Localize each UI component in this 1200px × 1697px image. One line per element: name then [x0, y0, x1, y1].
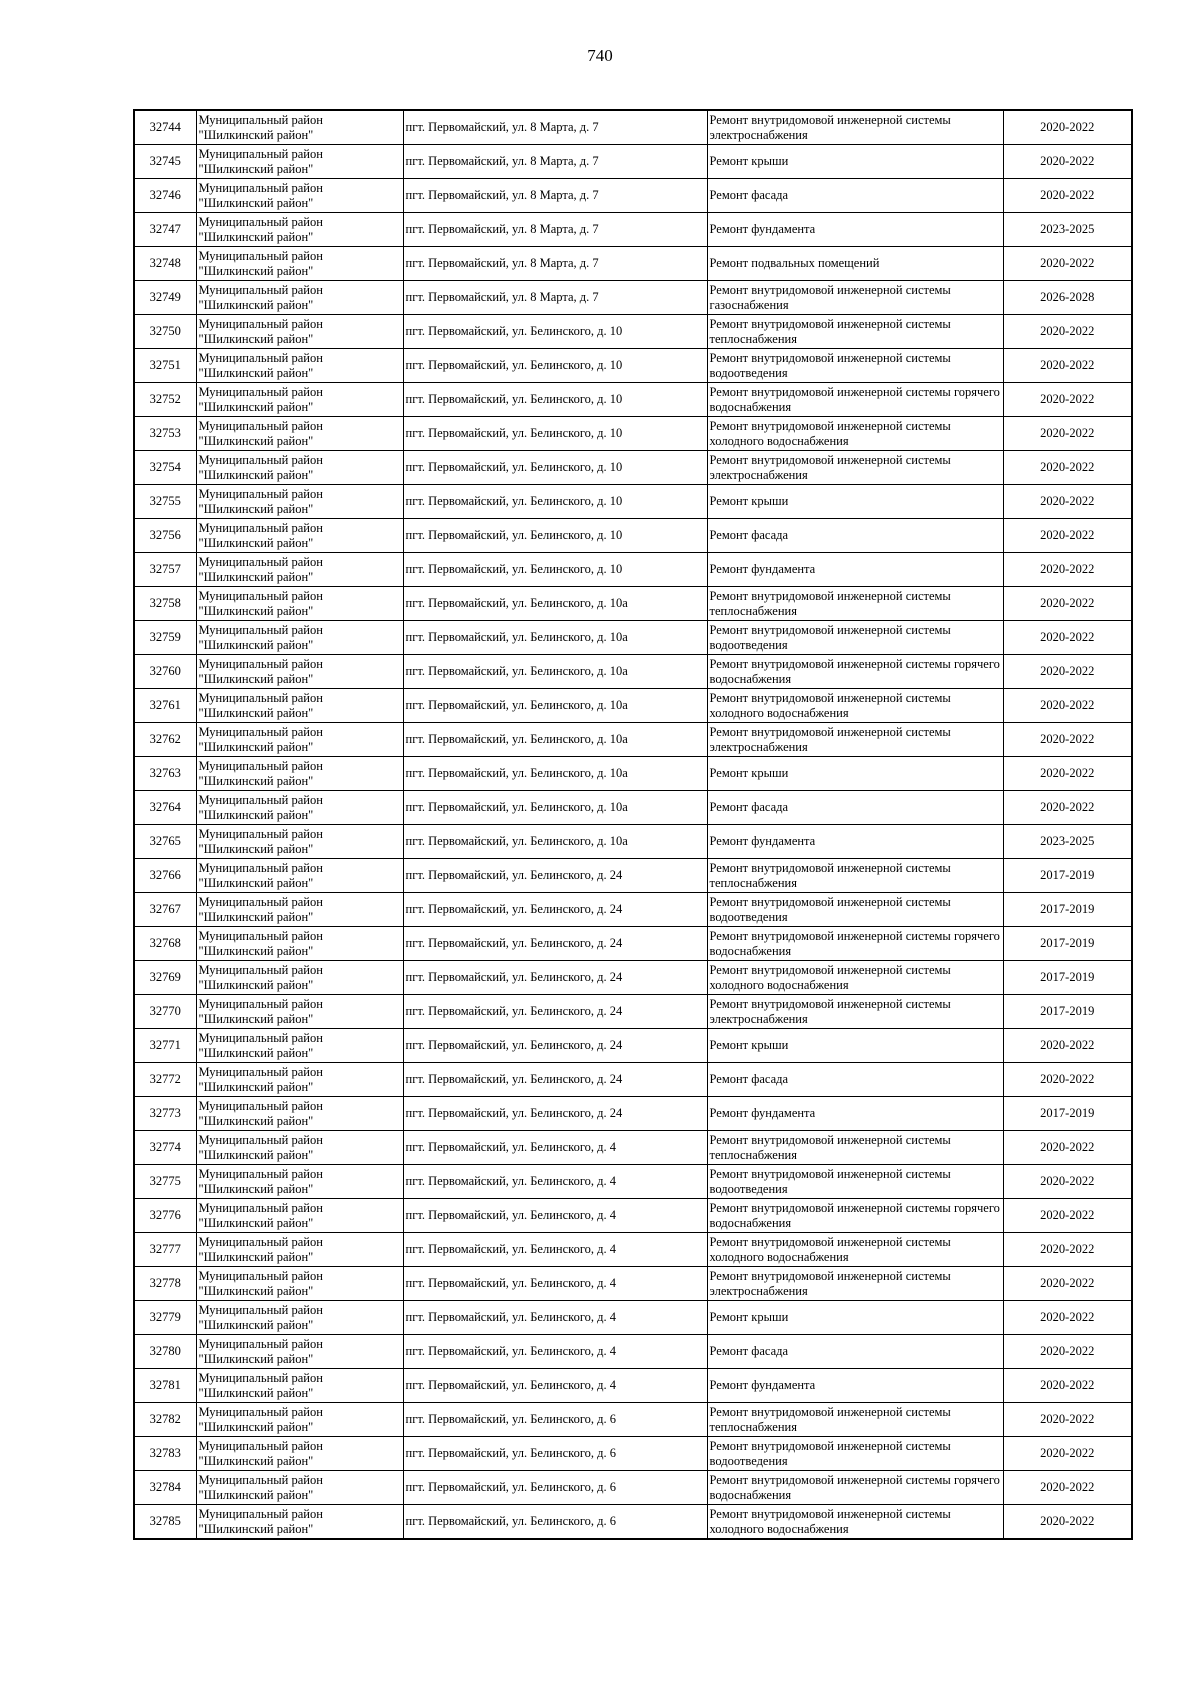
district-cell: Муниципальный район "Шилкинский район" [196, 349, 403, 383]
address-cell: пгт. Первомайский, ул. Белинского, д. 10а [403, 587, 707, 621]
work-type-cell: Ремонт внутридомовой инженерной системы водоотведения [707, 1165, 1003, 1199]
row-number-cell: 32769 [134, 961, 196, 995]
period-cell: 2020-2022 [1003, 1301, 1132, 1335]
row-number-cell: 32783 [134, 1437, 196, 1471]
district-cell: Муниципальный район "Шилкинский район" [196, 893, 403, 927]
address-cell: пгт. Первомайский, ул. Белинского, д. 10 [403, 315, 707, 349]
row-number-cell: 32780 [134, 1335, 196, 1369]
district-cell: Муниципальный район "Шилкинский район" [196, 1471, 403, 1505]
work-type-cell: Ремонт внутридомовой инженерной системы теплоснабжения [707, 315, 1003, 349]
work-type-cell: Ремонт внутридомовой инженерной системы горячего водоснабжения [707, 927, 1003, 961]
row-number-cell: 32748 [134, 247, 196, 281]
row-number-cell: 32745 [134, 145, 196, 179]
address-cell: пгт. Первомайский, ул. Белинского, д. 10 [403, 417, 707, 451]
table-row [134, 1063, 1132, 1097]
period-cell: 2020-2022 [1003, 1471, 1132, 1505]
row-number-cell: 32755 [134, 485, 196, 519]
address-cell: пгт. Первомайский, ул. Белинского, д. 10а [403, 655, 707, 689]
row-number-cell: 32762 [134, 723, 196, 757]
table-row [134, 655, 1132, 689]
address-cell: пгт. Первомайский, ул. Белинского, д. 24 [403, 995, 707, 1029]
table-row [134, 349, 1132, 383]
work-type-cell: Ремонт внутридомовой инженерной системы электроснабжения [707, 723, 1003, 757]
address-cell: пгт. Первомайский, ул. Белинского, д. 10а [403, 757, 707, 791]
table-row [134, 451, 1132, 485]
address-cell: пгт. Первомайский, ул. Белинского, д. 4 [403, 1233, 707, 1267]
period-cell: 2020-2022 [1003, 485, 1132, 519]
address-cell: пгт. Первомайский, ул. Белинского, д. 10а [403, 723, 707, 757]
row-number-cell: 32747 [134, 213, 196, 247]
work-type-cell: Ремонт внутридомовой инженерной системы теплоснабжения [707, 1403, 1003, 1437]
address-cell: пгт. Первомайский, ул. Белинского, д. 10а [403, 621, 707, 655]
page-number: 740 [587, 46, 613, 65]
address-cell: пгт. Первомайский, ул. Белинского, д. 10 [403, 553, 707, 587]
table-row [134, 417, 1132, 451]
table-row [134, 1131, 1132, 1165]
table-row [134, 791, 1132, 825]
table-row [134, 587, 1132, 621]
table-row [134, 315, 1132, 349]
period-cell: 2020-2022 [1003, 315, 1132, 349]
work-type-cell: Ремонт фасада [707, 179, 1003, 213]
table-row [134, 621, 1132, 655]
row-number-cell: 32757 [134, 553, 196, 587]
period-cell: 2020-2022 [1003, 621, 1132, 655]
address-cell: пгт. Первомайский, ул. Белинского, д. 10а [403, 825, 707, 859]
row-number-cell: 32760 [134, 655, 196, 689]
address-cell: пгт. Первомайский, ул. Белинского, д. 6 [403, 1403, 707, 1437]
period-cell: 2020-2022 [1003, 179, 1132, 213]
district-cell: Муниципальный район "Шилкинский район" [196, 1437, 403, 1471]
row-number-cell: 32776 [134, 1199, 196, 1233]
table-row [134, 1199, 1132, 1233]
table-row [134, 757, 1132, 791]
district-cell: Муниципальный район "Шилкинский район" [196, 1403, 403, 1437]
work-type-cell: Ремонт внутридомовой инженерной системы теплоснабжения [707, 587, 1003, 621]
table-row [134, 1369, 1132, 1403]
period-cell: 2020-2022 [1003, 1233, 1132, 1267]
address-cell: пгт. Первомайский, ул. Белинского, д. 24 [403, 927, 707, 961]
address-cell: пгт. Первомайский, ул. Белинского, д. 6 [403, 1505, 707, 1540]
period-cell: 2020-2022 [1003, 757, 1132, 791]
row-number-cell: 32774 [134, 1131, 196, 1165]
row-number-cell: 32777 [134, 1233, 196, 1267]
address-cell: пгт. Первомайский, ул. Белинского, д. 24 [403, 1063, 707, 1097]
work-type-cell: Ремонт крыши [707, 485, 1003, 519]
table-row [134, 723, 1132, 757]
address-cell: пгт. Первомайский, ул. Белинского, д. 4 [403, 1335, 707, 1369]
district-cell: Муниципальный район "Шилкинский район" [196, 1301, 403, 1335]
district-cell: Муниципальный район "Шилкинский район" [196, 689, 403, 723]
period-cell: 2017-2019 [1003, 1097, 1132, 1131]
district-cell: Муниципальный район "Шилкинский район" [196, 383, 403, 417]
table-row [134, 1165, 1132, 1199]
work-type-cell: Ремонт внутридомовой инженерной системы горячего водоснабжения [707, 1199, 1003, 1233]
row-number-cell: 32785 [134, 1505, 196, 1540]
district-cell: Муниципальный район "Шилкинский район" [196, 1505, 403, 1540]
work-type-cell: Ремонт фасада [707, 519, 1003, 553]
district-cell: Муниципальный район "Шилкинский район" [196, 757, 403, 791]
district-cell: Муниципальный район "Шилкинский район" [196, 995, 403, 1029]
period-cell: 2023-2025 [1003, 213, 1132, 247]
table-row [134, 110, 1132, 145]
work-type-cell: Ремонт внутридомовой инженерной системы холодного водоснабжения [707, 961, 1003, 995]
address-cell: пгт. Первомайский, ул. Белинского, д. 24 [403, 859, 707, 893]
district-cell: Муниципальный район "Шилкинский район" [196, 179, 403, 213]
row-number-cell: 32784 [134, 1471, 196, 1505]
district-cell: Муниципальный район "Шилкинский район" [196, 247, 403, 281]
address-cell: пгт. Первомайский, ул. Белинского, д. 24 [403, 1029, 707, 1063]
row-number-cell: 32775 [134, 1165, 196, 1199]
work-type-cell: Ремонт крыши [707, 145, 1003, 179]
district-cell: Муниципальный район "Шилкинский район" [196, 281, 403, 315]
district-cell: Муниципальный район "Шилкинский район" [196, 1165, 403, 1199]
district-cell: Муниципальный район "Шилкинский район" [196, 417, 403, 451]
district-cell: Муниципальный район "Шилкинский район" [196, 655, 403, 689]
address-cell: пгт. Первомайский, ул. Белинского, д. 10а [403, 791, 707, 825]
district-cell: Муниципальный район "Шилкинский район" [196, 791, 403, 825]
district-cell: Муниципальный район "Шилкинский район" [196, 1369, 403, 1403]
row-number-cell: 32781 [134, 1369, 196, 1403]
row-number-cell: 32758 [134, 587, 196, 621]
work-type-cell: Ремонт внутридомовой инженерной системы холодного водоснабжения [707, 1233, 1003, 1267]
work-type-cell: Ремонт фундамента [707, 213, 1003, 247]
row-number-cell: 32782 [134, 1403, 196, 1437]
address-cell: пгт. Первомайский, ул. Белинского, д. 24 [403, 893, 707, 927]
work-type-cell: Ремонт внутридомовой инженерной системы холодного водоснабжения [707, 1505, 1003, 1540]
district-cell: Муниципальный район "Шилкинский район" [196, 145, 403, 179]
district-cell: Муниципальный район "Шилкинский район" [196, 1097, 403, 1131]
district-cell: Муниципальный район "Шилкинский район" [196, 1063, 403, 1097]
row-number-cell: 32749 [134, 281, 196, 315]
work-type-cell: Ремонт внутридомовой инженерной системы электроснабжения [707, 110, 1003, 145]
table-row [134, 1233, 1132, 1267]
period-cell: 2020-2022 [1003, 1403, 1132, 1437]
district-cell: Муниципальный район "Шилкинский район" [196, 553, 403, 587]
row-number-cell: 32764 [134, 791, 196, 825]
district-cell: Муниципальный район "Шилкинский район" [196, 519, 403, 553]
period-cell: 2017-2019 [1003, 893, 1132, 927]
work-type-cell: Ремонт фундамента [707, 1369, 1003, 1403]
table-row [134, 1437, 1132, 1471]
period-cell: 2020-2022 [1003, 1165, 1132, 1199]
table-row [134, 179, 1132, 213]
registry-table [133, 109, 1133, 1540]
work-type-cell: Ремонт внутридомовой инженерной системы холодного водоснабжения [707, 689, 1003, 723]
period-cell: 2026-2028 [1003, 281, 1132, 315]
row-number-cell: 32746 [134, 179, 196, 213]
table-row [134, 927, 1132, 961]
table-row [134, 247, 1132, 281]
row-number-cell: 32778 [134, 1267, 196, 1301]
period-cell: 2020-2022 [1003, 247, 1132, 281]
row-number-cell: 32759 [134, 621, 196, 655]
address-cell: пгт. Первомайский, ул. Белинского, д. 10 [403, 383, 707, 417]
work-type-cell: Ремонт внутридомовой инженерной системы теплоснабжения [707, 1131, 1003, 1165]
row-number-cell: 32779 [134, 1301, 196, 1335]
work-type-cell: Ремонт внутридомовой инженерной системы водоотведения [707, 621, 1003, 655]
district-cell: Муниципальный район "Шилкинский район" [196, 825, 403, 859]
district-cell: Муниципальный район "Шилкинский район" [196, 1233, 403, 1267]
period-cell: 2017-2019 [1003, 927, 1132, 961]
row-number-cell: 32767 [134, 893, 196, 927]
work-type-cell: Ремонт фундамента [707, 825, 1003, 859]
work-type-cell: Ремонт крыши [707, 757, 1003, 791]
row-number-cell: 32770 [134, 995, 196, 1029]
address-cell: пгт. Первомайский, ул. Белинского, д. 6 [403, 1437, 707, 1471]
address-cell: пгт. Первомайский, ул. Белинского, д. 4 [403, 1301, 707, 1335]
district-cell: Муниципальный район "Шилкинский район" [196, 1029, 403, 1063]
period-cell: 2017-2019 [1003, 995, 1132, 1029]
work-type-cell: Ремонт внутридомовой инженерной системы горячего водоснабжения [707, 383, 1003, 417]
period-cell: 2020-2022 [1003, 1199, 1132, 1233]
district-cell: Муниципальный район "Шилкинский район" [196, 859, 403, 893]
table-row [134, 859, 1132, 893]
table-row [134, 689, 1132, 723]
address-cell: пгт. Первомайский, ул. 8 Марта, д. 7 [403, 213, 707, 247]
table-row [134, 995, 1132, 1029]
row-number-cell: 32754 [134, 451, 196, 485]
table-row [134, 1505, 1132, 1540]
row-number-cell: 32750 [134, 315, 196, 349]
row-number-cell: 32773 [134, 1097, 196, 1131]
address-cell: пгт. Первомайский, ул. Белинского, д. 10 [403, 485, 707, 519]
work-type-cell: Ремонт внутридомовой инженерной системы теплоснабжения [707, 859, 1003, 893]
period-cell: 2020-2022 [1003, 791, 1132, 825]
period-cell: 2020-2022 [1003, 723, 1132, 757]
work-type-cell: Ремонт фасада [707, 1335, 1003, 1369]
address-cell: пгт. Первомайский, ул. Белинского, д. 10а [403, 689, 707, 723]
period-cell: 2020-2022 [1003, 1029, 1132, 1063]
address-cell: пгт. Первомайский, ул. Белинского, д. 10 [403, 519, 707, 553]
row-number-cell: 32761 [134, 689, 196, 723]
table-row [134, 1471, 1132, 1505]
row-number-cell: 32766 [134, 859, 196, 893]
period-cell: 2020-2022 [1003, 1335, 1132, 1369]
district-cell: Муниципальный район "Шилкинский район" [196, 1131, 403, 1165]
table-row [134, 825, 1132, 859]
period-cell: 2020-2022 [1003, 383, 1132, 417]
period-cell: 2020-2022 [1003, 1267, 1132, 1301]
table-row [134, 383, 1132, 417]
table-row [134, 553, 1132, 587]
row-number-cell: 32772 [134, 1063, 196, 1097]
period-cell: 2020-2022 [1003, 1437, 1132, 1471]
table-row [134, 1267, 1132, 1301]
period-cell: 2020-2022 [1003, 1063, 1132, 1097]
period-cell: 2020-2022 [1003, 689, 1132, 723]
work-type-cell: Ремонт крыши [707, 1301, 1003, 1335]
address-cell: пгт. Первомайский, ул. Белинского, д. 6 [403, 1471, 707, 1505]
table-row [134, 485, 1132, 519]
district-cell: Муниципальный район "Шилкинский район" [196, 213, 403, 247]
work-type-cell: Ремонт внутридомовой инженерной системы горячего водоснабжения [707, 1471, 1003, 1505]
row-number-cell: 32753 [134, 417, 196, 451]
address-cell: пгт. Первомайский, ул. Белинского, д. 4 [403, 1199, 707, 1233]
address-cell: пгт. Первомайский, ул. 8 Марта, д. 7 [403, 247, 707, 281]
table-row [134, 1097, 1132, 1131]
district-cell: Муниципальный район "Шилкинский район" [196, 723, 403, 757]
period-cell: 2020-2022 [1003, 349, 1132, 383]
period-cell: 2020-2022 [1003, 110, 1132, 145]
period-cell: 2017-2019 [1003, 859, 1132, 893]
row-number-cell: 32763 [134, 757, 196, 791]
address-cell: пгт. Первомайский, ул. Белинского, д. 4 [403, 1267, 707, 1301]
row-number-cell: 32752 [134, 383, 196, 417]
work-type-cell: Ремонт внутридомовой инженерной системы газоснабжения [707, 281, 1003, 315]
period-cell: 2020-2022 [1003, 451, 1132, 485]
work-type-cell: Ремонт внутридомовой инженерной системы водоотведения [707, 893, 1003, 927]
work-type-cell: Ремонт фасада [707, 1063, 1003, 1097]
address-cell: пгт. Первомайский, ул. Белинского, д. 4 [403, 1165, 707, 1199]
table-row [134, 213, 1132, 247]
district-cell: Муниципальный район "Шилкинский район" [196, 1267, 403, 1301]
work-type-cell: Ремонт подвальных помещений [707, 247, 1003, 281]
work-type-cell: Ремонт внутридомовой инженерной системы электроснабжения [707, 451, 1003, 485]
row-number-cell: 32756 [134, 519, 196, 553]
address-cell: пгт. Первомайский, ул. Белинского, д. 4 [403, 1369, 707, 1403]
table-row [134, 1301, 1132, 1335]
work-type-cell: Ремонт внутридомовой инженерной системы водоотведения [707, 349, 1003, 383]
period-cell: 2020-2022 [1003, 519, 1132, 553]
address-cell: пгт. Первомайский, ул. 8 Марта, д. 7 [403, 179, 707, 213]
table-row [134, 1335, 1132, 1369]
table-row [134, 145, 1132, 179]
work-type-cell: Ремонт внутридомовой инженерной системы горячего водоснабжения [707, 655, 1003, 689]
address-cell: пгт. Первомайский, ул. 8 Марта, д. 7 [403, 145, 707, 179]
address-cell: пгт. Первомайский, ул. Белинского, д. 4 [403, 1131, 707, 1165]
address-cell: пгт. Первомайский, ул. Белинского, д. 24 [403, 1097, 707, 1131]
district-cell: Муниципальный район "Шилкинский район" [196, 621, 403, 655]
district-cell: Муниципальный район "Шилкинский район" [196, 1199, 403, 1233]
district-cell: Муниципальный район "Шилкинский район" [196, 961, 403, 995]
work-type-cell: Ремонт внутридомовой инженерной системы электроснабжения [707, 1267, 1003, 1301]
period-cell: 2020-2022 [1003, 587, 1132, 621]
address-cell: пгт. Первомайский, ул. Белинского, д. 10 [403, 349, 707, 383]
row-number-cell: 32768 [134, 927, 196, 961]
period-cell: 2020-2022 [1003, 1505, 1132, 1540]
registry-table-body [134, 110, 1132, 1539]
period-cell: 2017-2019 [1003, 961, 1132, 995]
row-number-cell: 32751 [134, 349, 196, 383]
period-cell: 2020-2022 [1003, 655, 1132, 689]
table-row [134, 893, 1132, 927]
work-type-cell: Ремонт фасада [707, 791, 1003, 825]
table-row [134, 1403, 1132, 1437]
period-cell: 2020-2022 [1003, 145, 1132, 179]
row-number-cell: 32771 [134, 1029, 196, 1063]
work-type-cell: Ремонт внутридомовой инженерной системы электроснабжения [707, 995, 1003, 1029]
address-cell: пгт. Первомайский, ул. Белинского, д. 10 [403, 451, 707, 485]
address-cell: пгт. Первомайский, ул. 8 Марта, д. 7 [403, 281, 707, 315]
table-row [134, 519, 1132, 553]
period-cell: 2020-2022 [1003, 553, 1132, 587]
work-type-cell: Ремонт внутридомовой инженерной системы водоотведения [707, 1437, 1003, 1471]
period-cell: 2023-2025 [1003, 825, 1132, 859]
district-cell: Муниципальный район "Шилкинский район" [196, 1335, 403, 1369]
work-type-cell: Ремонт крыши [707, 1029, 1003, 1063]
work-type-cell: Ремонт фундамента [707, 553, 1003, 587]
district-cell: Муниципальный район "Шилкинский район" [196, 110, 403, 145]
table-row [134, 281, 1132, 315]
work-type-cell: Ремонт фундамента [707, 1097, 1003, 1131]
address-cell: пгт. Первомайский, ул. Белинского, д. 24 [403, 961, 707, 995]
district-cell: Муниципальный район "Шилкинский район" [196, 485, 403, 519]
period-cell: 2020-2022 [1003, 1369, 1132, 1403]
district-cell: Муниципальный район "Шилкинский район" [196, 927, 403, 961]
work-type-cell: Ремонт внутридомовой инженерной системы холодного водоснабжения [707, 417, 1003, 451]
district-cell: Муниципальный район "Шилкинский район" [196, 587, 403, 621]
district-cell: Муниципальный район "Шилкинский район" [196, 451, 403, 485]
table-row [134, 961, 1132, 995]
period-cell: 2020-2022 [1003, 1131, 1132, 1165]
table-row [134, 1029, 1132, 1063]
district-cell: Муниципальный район "Шилкинский район" [196, 315, 403, 349]
address-cell: пгт. Первомайский, ул. 8 Марта, д. 7 [403, 110, 707, 145]
period-cell: 2020-2022 [1003, 417, 1132, 451]
row-number-cell: 32744 [134, 110, 196, 145]
row-number-cell: 32765 [134, 825, 196, 859]
